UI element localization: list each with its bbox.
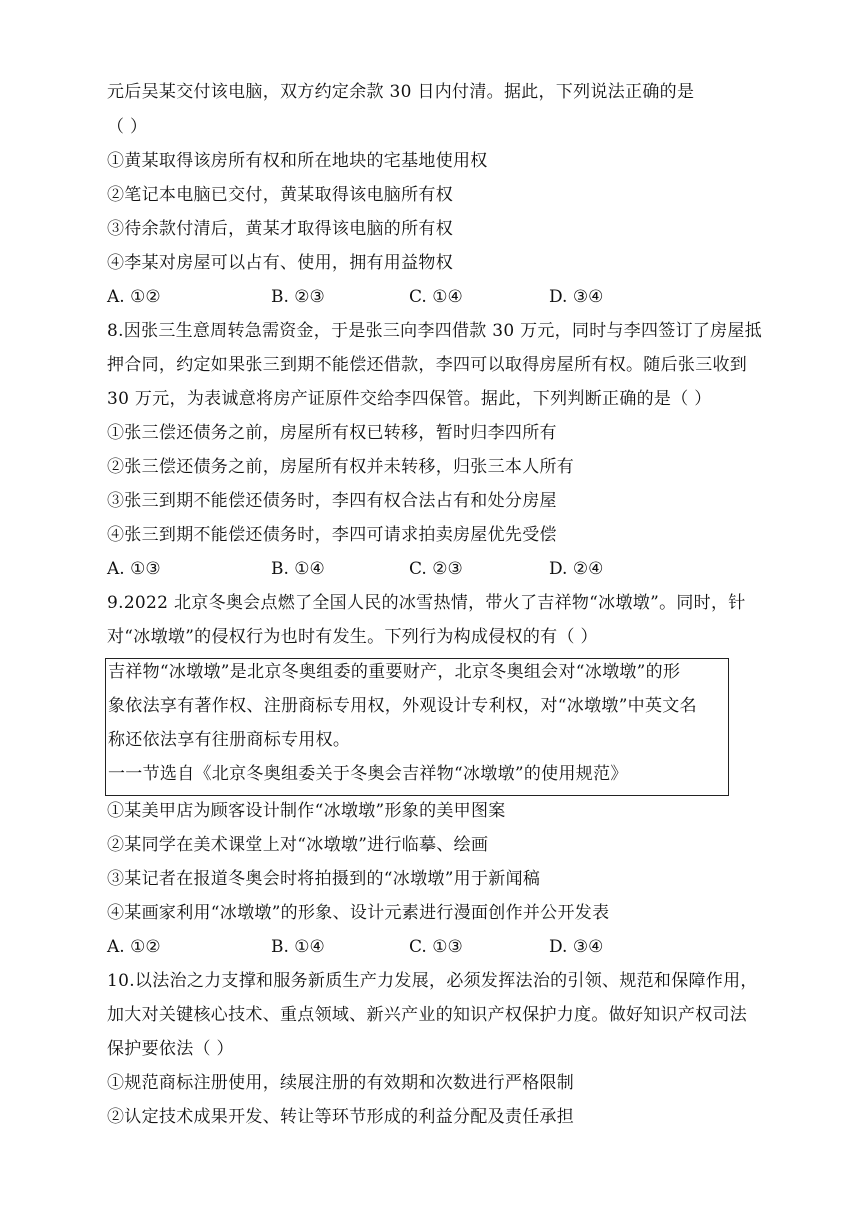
q9-item-3: ③某记者在报道冬奥会时将拍摄到的“冰墩墩”用于新闻稿 (107, 869, 541, 889)
q9-item-1: ①某美甲店为顾客设计制作“冰墩墩”形象的美甲图案 (107, 801, 506, 821)
q7-item-2: ②笔记本电脑已交付，黄某取得该电脑所有权 (107, 185, 453, 205)
q10-stem-line-3: 保护要依法（ ） (107, 1039, 234, 1059)
q10-stem-line-1: 10.以法治之力支撑和服务新质生产力发展，必须发挥法治的引领、规范和保障作用， (107, 971, 758, 991)
q8-stem-line-3: 30 万元，为表诚意将房产证原件交给李四保管。据此，下列判断正确的是（ ） (107, 389, 712, 409)
q8-item-3: ③张三到期不能偿还债务时，李四有权合法占有和处分房屋 (107, 491, 557, 511)
q9-material-line-1: 吉祥物“冰墩墩”是北京冬奥组委的重要财产，北京冬奥组会对“冰墩墩”的形 (108, 662, 681, 682)
q9-stem-line-1: 9.2022 北京冬奥会点燃了全国人民的冰雪热情，带火了吉祥物“冰墩墩”。同时，针 (107, 593, 746, 613)
q8-option-a: A. ①③ (107, 559, 161, 579)
q7-option-a: A. ①② (107, 287, 161, 307)
q8-option-c: C. ②③ (409, 559, 463, 579)
q9-option-c: C. ①③ (409, 937, 463, 957)
q9-item-2: ②某同学在美术课堂上对“冰墩墩”进行临摹、绘画 (107, 835, 489, 855)
q7-option-c: C. ①④ (409, 287, 463, 307)
q8-item-1: ①张三偿还债务之前，房屋所有权已转移，暂时归李四所有 (107, 423, 557, 443)
q10-item-1: ①规范商标注册使用，续展注册的有效期和次数进行严格限制 (107, 1073, 575, 1093)
q7-item-1: ①黄某取得该房所有权和所在地块的宅基地使用权 (107, 151, 488, 171)
q9-option-a: A. ①② (107, 937, 161, 957)
q9-option-d: D. ③④ (549, 937, 604, 957)
q7-item-4: ④李某对房屋可以占有、使用，拥有用益物权 (107, 253, 453, 273)
q8-stem-line-1: 8.因张三生意周转急需资金，于是张三向李四借款 30 万元，同时与李四签订了房屋抵 (107, 321, 762, 341)
q7-answer-paren: （ ） (107, 117, 148, 137)
q10-stem-line-2: 加大对关键核心技术、重点领域、新兴产业的知识产权保护力度。做好知识产权司法 (107, 1005, 748, 1025)
q9-material-source: 一一节选自《北京冬奥组委关于冬奥会吉祥物“冰墩墩”的使用规范》 (108, 764, 628, 784)
q8-item-2: ②张三偿还债务之前，房屋所有权并未转移，归张三本人所有 (107, 457, 575, 477)
q7-stem-line: 元后吴某交付该电脑，双方约定余款 30 日内付清。据此，下列说法正确的是 (107, 82, 695, 102)
q8-option-b: B. ①④ (271, 559, 325, 579)
q7-option-d: D. ③④ (549, 287, 604, 307)
q10-item-2: ②认定技术成果开发、转让等环节形成的利益分配及责任承担 (107, 1107, 575, 1127)
q7-item-3: ③待余款付清后，黄某才取得该电脑的所有权 (107, 219, 453, 239)
q9-option-b: B. ①④ (271, 937, 325, 957)
q8-item-4: ④张三到期不能偿还债务时，李四可请求拍卖房屋优先受偿 (107, 525, 557, 545)
q7-option-b: B. ②③ (271, 287, 325, 307)
q8-stem-line-2: 押合同，约定如果张三到期不能偿还借款，李四可以取得房屋所有权。随后张三收到 (107, 355, 748, 375)
q9-material-line-2: 象依法享有著作权、注册商标专用权，外观设计专利权，对“冰墩墩”中英文名 (108, 696, 697, 716)
q9-material-line-3: 称还依法享有往册商标专用权。 (108, 730, 351, 750)
q9-item-4: ④某画家利用“冰墩墩”的形象、设计元素进行漫面创作并公开发表 (107, 903, 610, 923)
q8-option-d: D. ②④ (549, 559, 604, 579)
q9-stem-line-2: 对“冰墩墩”的侵权行为也时有发生。下列行为构成侵权的有（ ） (107, 627, 598, 647)
